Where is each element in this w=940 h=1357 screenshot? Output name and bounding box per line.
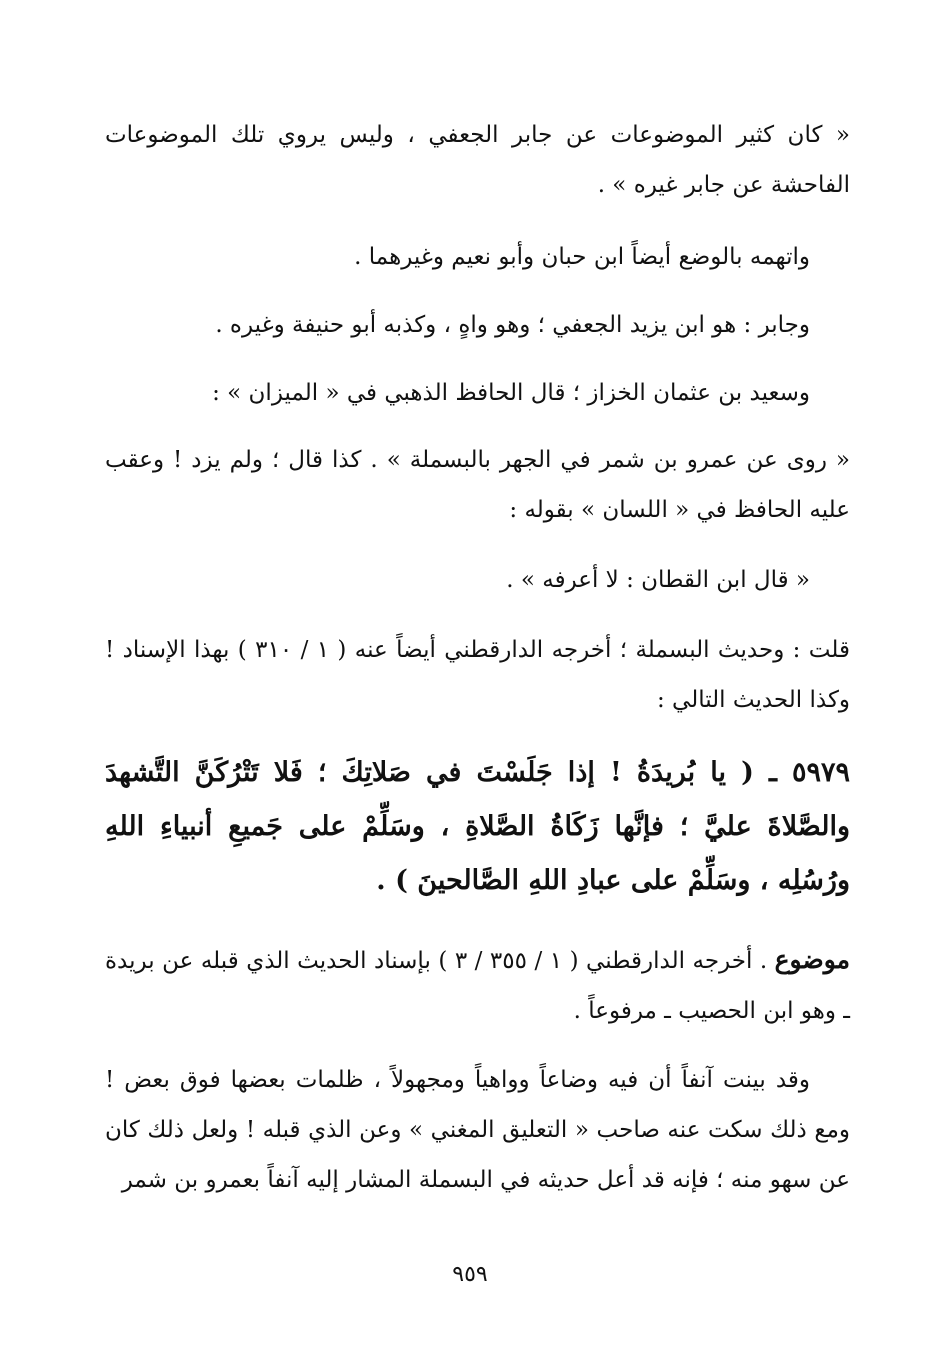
grading-label: موضوع: [774, 945, 851, 974]
paragraph-hadith-grading: [105, 935, 850, 1036]
page-number: ٩٥٩: [452, 1262, 488, 1287]
paragraph-said-ibn-uthman: وسعيد بن عثمان الخزاز ؛ قال الحافظ الذهبي في « الميزان » :: [212, 380, 810, 406]
paragraph-ibn-qattan-quote: « قال ابن القطان : لا أعرفه » .: [506, 567, 810, 593]
paragraph-basmala-hadith-note: قلت : وحديث البسملة ؛ أخرجه الدارقطني أيضاً عنه ( ١ / ٣١٠ ) بهذا الإسناد ! وكذا الحديث التالي :: [105, 637, 850, 713]
paragraph-accused-fabrication: واتهمه بالوضع أيضاً ابن حبان وأبو نعيم وغيرهما .: [354, 244, 810, 270]
paragraph-quote-dhahabi-jabir: « كان كثير الموضوعات عن جابر الجعفي ، وليس يروي تلك الموضوعات الفاحشة عن جابر غيره » .: [105, 122, 850, 198]
paragraph-jabir-description: وجابر : هو ابن يزيد الجعفي ؛ وهو واهٍ ، وكذبه أبو حنيفة وغيره .: [215, 312, 810, 338]
paragraph-commentary: وقد بينت آنفاً أن فيه وضاعاً وواهياً ومجهولاً ، ظلمات بعضها فوق بعض ! ومع ذلك سكت عنه صاحب « التعليق المغني » وعن الذي قبله ! ولعل ذلك كان عن سهو منه ؛ فإنه قد أعل حديثه في البسملة المشار إليه آنفاً بعمرو بن شمر: [105, 1067, 850, 1193]
hadith-text-5979: ٥٩٧٩ ـ ( يا بُريدَةُ ! إذا جَلَسْتَ في صَلاتِكَ ؛ فَلا تَتْرُكَنَّ التَّشهدَ والصَّلاةَ عليَّ ؛ فإنَّها زَكَاةُ الصَّلاةِ ، وسَلِّمْ على جَميعِ أنبياءِ اللهِ ورُسُلِه ، وسَلِّمْ على عبادِ اللهِ الصَّالحينَ ) .: [105, 757, 850, 896]
paragraph-mizan-quote: « روى عن عمرو بن شمر في الجهر بالبسملة » . كذا قال ؛ ولم يزد ! وعقب عليه الحافظ في « اللسان » بقوله :: [105, 447, 850, 523]
grading-details: . أخرجه الدارقطني ( ١ / ٣٥٥ / ٣ ) بإسناد الحديث الذي قبله عن بريدة ـ وهو ابن الحصيب ـ مرفوعاً .: [105, 948, 850, 1024]
